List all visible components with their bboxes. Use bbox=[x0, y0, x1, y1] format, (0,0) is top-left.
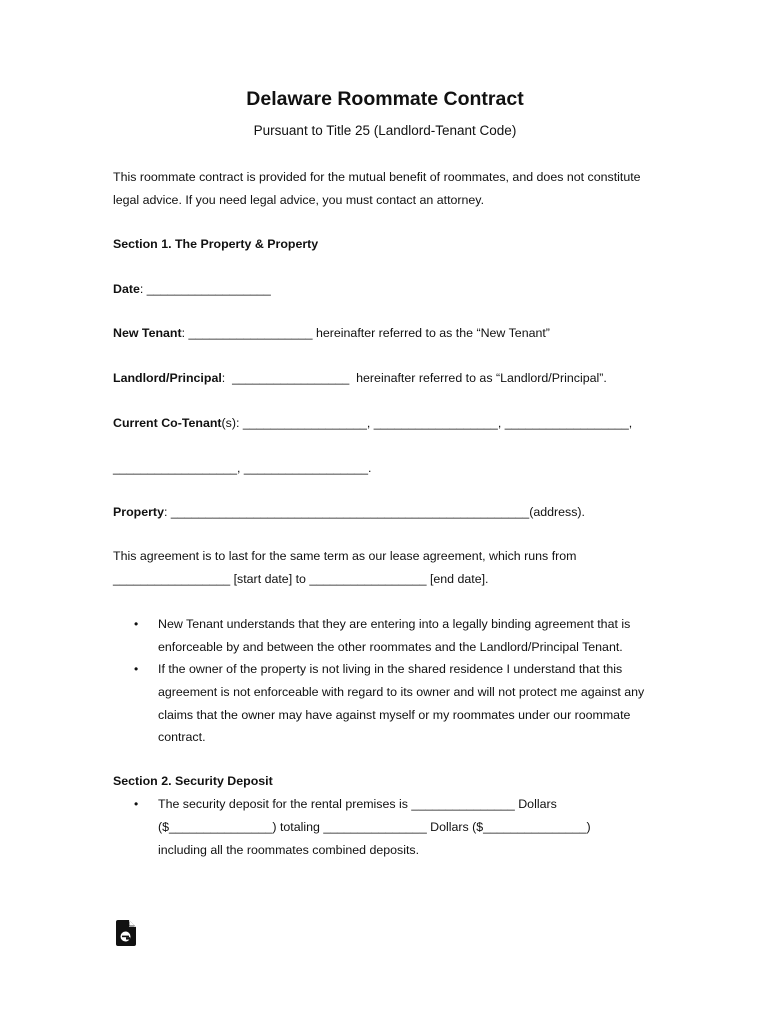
section-2-heading: Section 2. Security Deposit bbox=[113, 774, 273, 788]
bullet-1: • bbox=[134, 617, 139, 631]
new-tenant-field bbox=[113, 325, 550, 341]
deposit-line-3: including all the roommates combined deposits. bbox=[158, 843, 420, 857]
new-tenant-label: New Tenant bbox=[113, 326, 182, 340]
property-label: Property bbox=[113, 505, 164, 519]
intro-line-1: This roommate contract is provided for the mutual benefit of roommates, and does not constitute bbox=[113, 170, 641, 184]
landlord-label: Landlord/Principal bbox=[113, 371, 222, 385]
date-label: Date bbox=[113, 282, 140, 296]
bullet-2-line-3: claims that the owner may have against myself or my roommates under our roommate bbox=[158, 708, 631, 722]
date-field bbox=[113, 281, 271, 297]
term-line-1: This agreement is to last for the same term as our lease agreement, which runs from bbox=[113, 549, 577, 563]
new-tenant-text: : __________________ hereinafter referred to as the “New Tenant” bbox=[181, 326, 550, 340]
date-blank: : __________________ bbox=[139, 282, 271, 296]
deposit-line-2: ($_______________) totaling _______________ Dollars ($_______________) bbox=[158, 820, 591, 834]
bullet-2-line-1: If the owner of the property is not living in the shared residence I understand that this bbox=[158, 662, 623, 676]
bullet-2: • bbox=[134, 662, 139, 676]
property-field bbox=[113, 504, 585, 520]
bullet-1-line-2: enforceable by and between the other roommates and the Landlord/Principal Tenant. bbox=[158, 640, 623, 654]
property-text: : ____________________________________________________(address). bbox=[163, 505, 585, 519]
deposit-line-1: The security deposit for the rental premises is _______________ Dollars bbox=[158, 797, 557, 811]
cotenant-label: Current Co-Tenant bbox=[113, 416, 222, 430]
term-line-2: _________________ [start date] to _________________ [end date]. bbox=[113, 572, 489, 586]
landlord-text: : _________________ hereinafter referred to as “Landlord/Principal”. bbox=[221, 371, 607, 385]
cotenant-text: (s): __________________, __________________, __________________, bbox=[221, 416, 633, 430]
bullet-2-line-2: agreement is not enforceable with regard to its owner and will not protect me against any bbox=[158, 685, 645, 699]
eforms-logo-icon bbox=[116, 920, 136, 946]
intro-line-2: legal advice. If you need legal advice, you must contact an attorney. bbox=[113, 193, 485, 207]
cotenant-line-2: __________________, __________________. bbox=[113, 461, 372, 475]
document-subtitle: Pursuant to Title 25 (Landlord-Tenant Code) bbox=[253, 123, 517, 138]
bullet-2-line-4: contract. bbox=[158, 730, 206, 744]
bullet-1-line-1: New Tenant understands that they are entering into a legally binding agreement that is bbox=[158, 617, 631, 631]
document-title: Delaware Roommate Contract bbox=[246, 88, 524, 110]
landlord-field bbox=[113, 370, 607, 386]
bullet-3: • bbox=[134, 797, 139, 811]
section-1-heading: Section 1. The Property & Property bbox=[113, 237, 319, 251]
cotenant-field bbox=[113, 415, 632, 431]
